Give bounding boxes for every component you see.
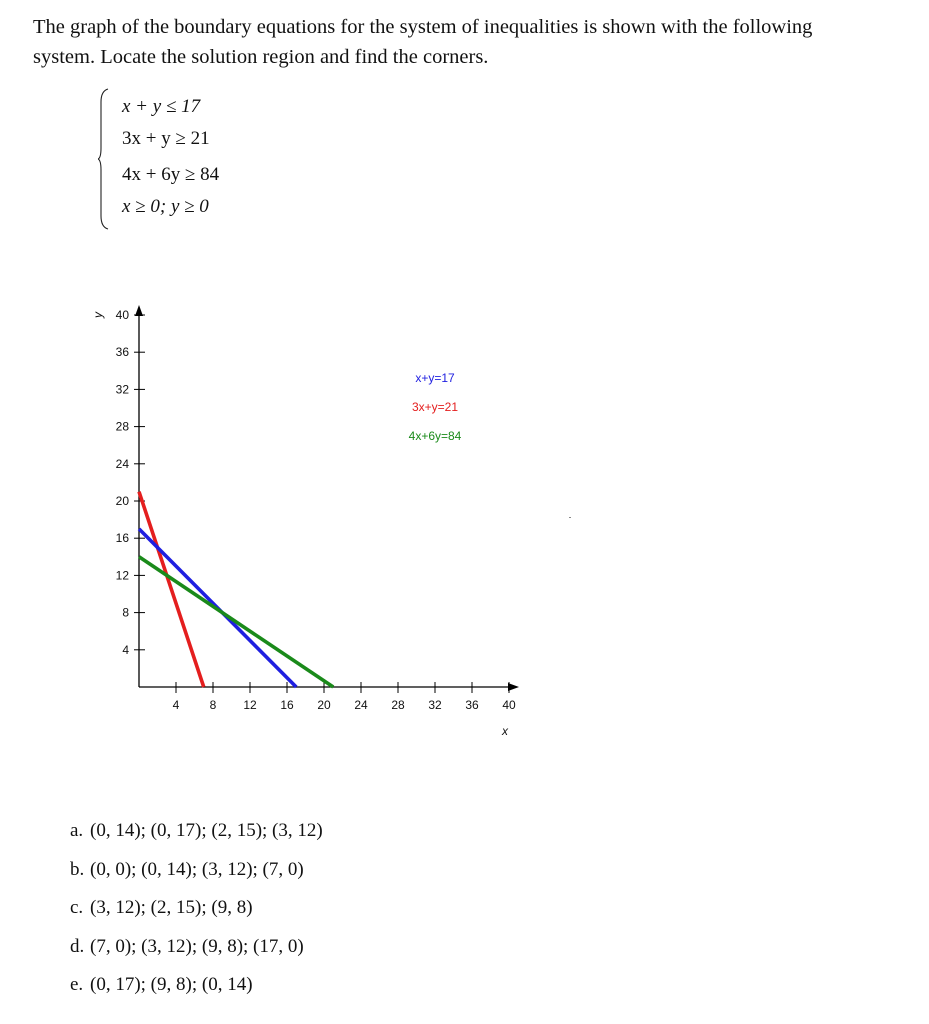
y-tick-label: 4 (122, 642, 129, 657)
x-tick-label: 8 (209, 698, 217, 712)
answer-text: (0, 0); (0, 14); (3, 12); (7, 0) (90, 858, 304, 880)
answer-text: (0, 14); (0, 17); (2, 15); (3, 12) (90, 820, 323, 841)
x-tick-label: 4 (172, 698, 180, 712)
y-tick-label: 36 (115, 345, 129, 360)
y-tick-label: 12 (115, 568, 129, 583)
y-tick-label: 32 (115, 382, 129, 397)
answer-option-e[interactable] (70, 966, 323, 1005)
y-tick-label: 28 (115, 419, 129, 434)
x-tick-label: 36 (465, 698, 479, 712)
question-line-2: system. Locate the solution region and find the corners. (33, 46, 489, 68)
series-line-2 (139, 492, 204, 687)
x-tick-label: 32 (428, 698, 442, 712)
inequality-4: x ≥ 0; y ≥ 0 (122, 196, 209, 217)
inequality-2: 3x + y ≥ 21 (122, 128, 210, 149)
answer-option-d[interactable] (70, 928, 323, 967)
x-tick-label: 28 (391, 698, 405, 712)
answer-option-b[interactable] (70, 851, 323, 890)
x-tick-label: 12 (243, 698, 257, 712)
x-axis-arrow-icon (508, 683, 519, 691)
y-tick-label: 8 (122, 605, 129, 620)
answer-text: (3, 12); (2, 15); (9, 8) (90, 897, 253, 918)
answer-text: (0, 17); (9, 8); (0, 14) (90, 974, 253, 995)
legend-entry: x+y=17 (415, 371, 455, 385)
answer-letter: d. (70, 935, 85, 957)
y-tick-label: 16 (115, 531, 129, 546)
y-tick-label: 24 (115, 456, 129, 471)
answer-text: (7, 0); (3, 12); (9, 8); (17, 0) (90, 935, 304, 957)
y-axis-label: y (91, 312, 105, 318)
brace-icon (98, 88, 110, 230)
boundary-graph (80, 290, 540, 760)
question-line-1: The graph of the boundary equations for the system of inequalities is shown with the following (33, 16, 813, 38)
x-axis-label: x (502, 724, 508, 738)
inequality-3: 4x + 6y ≥ 84 (122, 164, 220, 185)
y-tick-label: 20 (115, 494, 129, 508)
x-tick-label: 40 (502, 698, 516, 712)
answer-letter: a. (70, 820, 84, 841)
stray-mark (569, 517, 571, 518)
series-line-3 (139, 557, 333, 687)
legend-entry: 3x+y=21 (411, 400, 459, 414)
x-tick-label: 16 (280, 698, 294, 712)
legend-entry: 4x+6y=84 (408, 429, 462, 443)
x-tick-label: 24 (354, 698, 368, 712)
y-axis-arrow-icon (135, 305, 143, 316)
inequality-1: x + y ≤ 17 (122, 96, 201, 117)
answer-choices (70, 812, 323, 1005)
answer-option-c[interactable] (70, 889, 323, 928)
answer-option-a[interactable] (70, 812, 323, 851)
question-text (33, 12, 913, 72)
answer-letter: b. (70, 858, 85, 880)
answer-letter: e. (70, 974, 84, 995)
x-tick-label: 20 (317, 698, 331, 712)
inequality-system (98, 88, 298, 230)
y-tick-label: 40 (115, 308, 129, 322)
answer-letter: c. (70, 897, 84, 918)
